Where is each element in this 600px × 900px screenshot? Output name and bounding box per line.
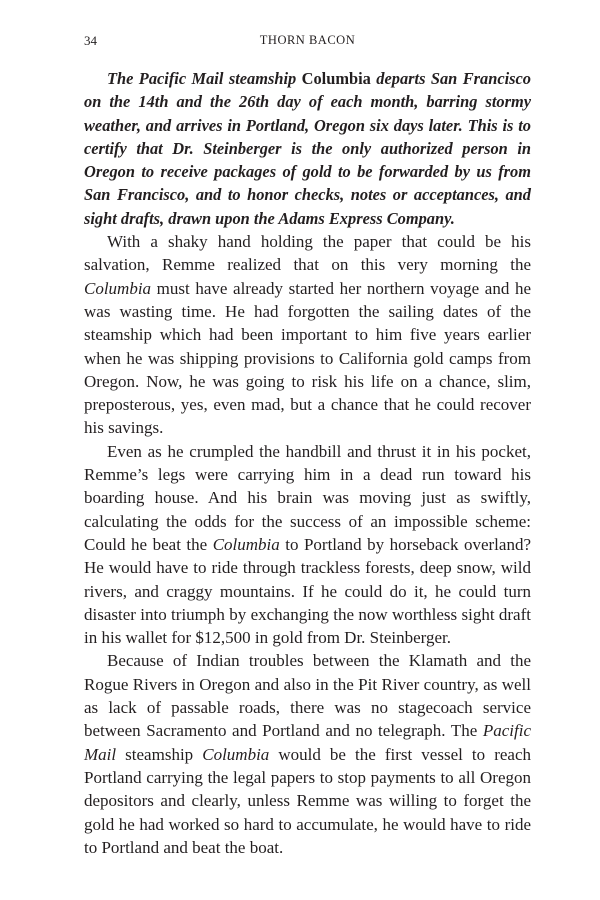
ship-name-italic: Columbia [212,534,280,554]
paragraph-text: to Portland by horseback overland? He would have to ride through trackless forests, deep snow, wild rivers, and craggy mountains. If he could do it, he could turn disaster into triumph by exchanging the now worthless sight draft in his wallet for $12,500 in gold from Dr. Steinberger. [84,534,531,648]
paragraph-text: Even as he crumpled the handbill and thrust it in his pocket, Remme’s legs were carrying him in a dead run toward his boarding house. And his brain was moving just as swiftly, calculating the odds for the success of an impossible scheme: Could he beat the [84,441,531,554]
running-head [84,33,531,53]
page-number: 34 [84,33,97,48]
notice-text-2: departs San Francisco on the 14th and the 26th day of each month, barring stormy weather, and arrives in Portland, Oregon six days later. This is to certify that Dr. Steinberger is the only authorized person in Oregon to receive packages of gold to be forwarded by us from San Francisco, and to honor checks, notes or acceptances, and sight drafts, drawn upon the Adams Express Company. [84,69,531,228]
paragraph-text: must have already started her northern voyage and he was wasting time. He had forgotten the sailing dates of the steamship which had been important to him five years earlier when he was shipping provisions to California gold camps from Oregon. Now, he was going to risk his life on a chance, slim, preposterous, yes, even mad, but a chance that he could recover his savings. [84,278,531,438]
notice-text-1: The Pacific Mail steamship [107,69,302,88]
paragraph-text: steamship [116,744,203,764]
paragraph-1 [84,230,531,440]
notice-ship-name: Columbia [301,69,371,88]
ship-name-italic: Columbia [202,744,270,764]
paragraph-text: Because of Indian troubles between the Klamath and the Rogue Rivers in Oregon and also in the Pit River country, as well as lack of passable roads, there was no stagecoach service between Sacramento and Portland and no telegraph. The [84,651,531,741]
paragraph-2 [84,440,531,650]
running-title: THORN BACON [259,33,356,47]
handbill-notice [84,67,531,230]
paragraph-text: With a shaky hand holding the paper that could be his salvation, Remme realized that on this very morning the [84,232,531,275]
paragraph-3 [84,649,531,859]
paragraph-text: would be the first vessel to reach Portland carrying the legal papers to stop payments to all Oregon depositors and clearly, unless Remme was willing to forget the gold he had worked so hard to accumulate, he would have to ride to Portland and beat the boat. [84,744,531,857]
company-name-italic: Pacific Mail [84,721,531,764]
ship-name-italic: Columbia [84,278,152,298]
page-body [84,67,531,859]
